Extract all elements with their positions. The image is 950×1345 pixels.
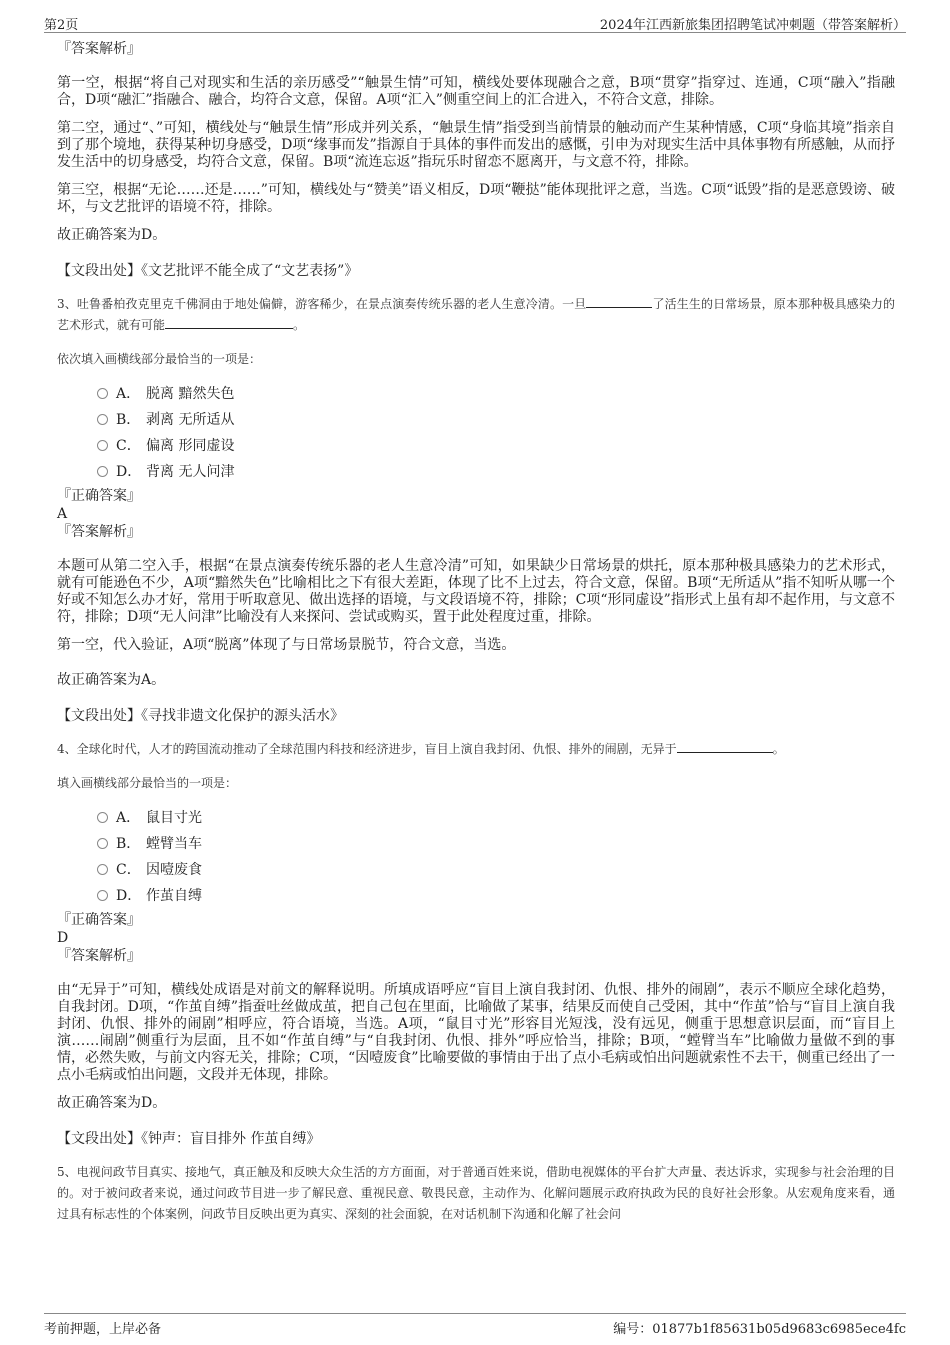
q4-answer: D — [57, 930, 69, 946]
q3-stem: 3、吐鲁番柏孜克里克千佛洞由于地处偏僻，游客稀少，在景点演奏传统乐器的老人生意冷清。一旦 了活生生的日常场景，原本那种极具感染力的艺术形式，就有可能 。 — [57, 297, 895, 332]
analysis-label: 『答案解析』 — [57, 41, 141, 57]
q3-analysis-p1: 本题可从第二空入手，根据“在景点演奏传统乐器的老人生意冷清”可知，如果缺少日常场景的烘托，原本那种极具感染力的艺术形式，就有可能逊色不少，A项“黯然失色”比喻相比之下有很大差距，体现了比不上过去，符合文意，保留。B项“无所适从”指不知听从哪一个好或不知怎么办才好，常用于听取意见、做出选择的语境，与文段语境不符，排除；C项“形同虚设”指形式上虽有却不起作用，与文意不符，排除；D项“无人问津”比喻没有人来探问、尝试或购买，置于此处程度过重，排除。 — [57, 558, 895, 625]
radio-icon[interactable] — [97, 440, 108, 451]
q3-option-c[interactable]: C． 偏离 形同虚设 — [97, 433, 895, 459]
q5-stem: 5、电视问政节目真实、接地气，真正触及和反映大众生活的方方面面，对于普通百姓来说，借助电视媒体的平台扩大声量、表达诉求，实现参与社会治理的目的。对于被问政者来说，通过问政节目进一步了解民意、重视民意、敬畏民意，主动作为、化解问题展示政府执政为民的良好社会形象。从宏观角度来看，通过具有标志性的个体案例，问政节目反映出更为真实、深刻的社会面貌，在对话机制下沟通和化解了社会问 — [57, 1165, 895, 1221]
page-footer — [44, 1313, 906, 1336]
q3-option-d[interactable]: D． 背离 无人问津 — [97, 459, 895, 485]
radio-icon[interactable] — [97, 414, 108, 425]
q4-conclusion: 故正确答案为D。 — [57, 1095, 167, 1111]
radio-icon[interactable] — [97, 466, 108, 477]
q4-options — [97, 805, 895, 909]
q4-analysis-p1: 由“无异于”可知，横线处成语是对前文的解释说明。所填成语呼应“盲目上演自我封闭、仇恨、排外的闹剧”，表示不顺应全球化趋势，自我封闭。D项，“作茧自缚”指蚕吐丝做成茧，把自己包在里面，比喻做了某事，结果反而使自己受困，其中“作茧”恰与“盲目上演自我封闭、仇恨、排外的闹剧”相呼应，符合语境，当选。A项，“鼠目寸光”形容目光短浅，没有远见，侧重于思想意识层面，而“盲目上演……闹剧”侧重行为层面，且不如“作茧自缚”与“自我封闭、仇恨、排外”呼应恰当，排除；B项，“螳臂当车”比喻做力量做不到的事情，必然失败，与前文内容无关，排除；C项，“因噎废食”比喻要做的事情由于出了点小毛病或怕出问题就索性不去干，侧重已经出了一点小毛病或怕出问题，文段并无体现，排除。 — [57, 982, 895, 1083]
analysis-label: 『答案解析』 — [57, 948, 141, 964]
page-content — [57, 40, 895, 1225]
q2-analysis-p1: 第一空，根据“将自己对现实和生活的亲历感受”“触景生情”可知，横线处要体现融合之意，B项“贯穿”指穿过、连通，C项“融入”指融合，D项“融汇”指融合、融合，均符合文意，保留。A项“汇入”侧重空间上的汇合进入，不符合文意，排除。 — [57, 75, 895, 108]
q2-source: 【文段出处】《文艺批评不能全成了“文艺表扬”》 — [57, 263, 359, 279]
q3-option-a[interactable]: A． 脱离 黯然失色 — [97, 381, 895, 407]
q4-prompt: 填入画横线部分最恰当的一项是： — [57, 776, 238, 790]
document-title: 2024年江西新旅集团招聘笔试冲刺题（带答案解析） — [599, 18, 906, 33]
q3-blank-2 — [165, 316, 293, 329]
page-header — [44, 12, 906, 33]
document-id: 编号：01877b1f85631b05d9683c6985ece4fc — [613, 1322, 906, 1337]
radio-icon[interactable] — [97, 864, 108, 875]
q4-stem: 4、全球化时代，人才的跨国流动推动了全球范围内科技和经济进步，盲目上演自我封闭、仇恨、排外的闹剧，无异于 。 — [57, 742, 785, 756]
q3-options — [97, 381, 895, 485]
q2-conclusion: 故正确答案为D。 — [57, 227, 167, 243]
q4-option-d[interactable]: D． 作茧自缚 — [97, 883, 895, 909]
q4-option-c[interactable]: C． 因噎废食 — [97, 857, 895, 883]
q4-option-a[interactable]: A． 鼠目寸光 — [97, 805, 895, 831]
q3-analysis-p2: 第一空，代入验证，A项“脱离”体现了与日常场景脱节，符合文意，当选。 — [57, 637, 516, 653]
q3-source: 【文段出处】《寻找非遗文化保护的源头活水》 — [57, 708, 344, 724]
q4-source: 【文段出处】《钟声：盲目排外 作茧自缚》 — [57, 1131, 321, 1147]
q4-blank — [677, 740, 773, 753]
footer-slogan: 考前押题，上岸必备 — [44, 1322, 162, 1337]
q2-analysis-p2: 第二空，通过“、”可知，横线处与“触景生情”形成并列关系，“触景生情”指受到当前情景的触动而产生某种情感，C项“身临其境”指亲自到了那个境地，获得某种切身感受，D项“缘事而发”指源自于具体的事件而发出的感慨，引申为对现实生活中具体事物有所感触，从而抒发生活中的切身感受，均符合文意，保留。B项“流连忘返”指玩乐时留恋不愿离开，与文意不符，排除。 — [57, 120, 895, 170]
q3-blank-1 — [586, 295, 652, 308]
q3-prompt: 依次填入画横线部分最恰当的一项是： — [57, 352, 262, 366]
q4-option-b[interactable]: B． 螳臂当车 — [97, 831, 895, 857]
q2-analysis-p3: 第三空，根据“无论……还是……”可知，横线处与“赞美”语义相反，D项“鞭挞”能体现批评之意，当选。C项“诋毁”指的是恶意毁谤、破坏，与文艺批评的语境不符，排除。 — [57, 182, 895, 215]
q3-answer: A — [57, 506, 68, 522]
q3-option-b[interactable]: B． 剥离 无所适从 — [97, 407, 895, 433]
q3-conclusion: 故正确答案为A。 — [57, 672, 166, 688]
correct-answer-label: 『正确答案』 — [57, 488, 141, 504]
page-number: 第2页 — [44, 18, 79, 33]
radio-icon[interactable] — [97, 838, 108, 849]
radio-icon[interactable] — [97, 388, 108, 399]
analysis-label: 『答案解析』 — [57, 524, 141, 540]
radio-icon[interactable] — [97, 812, 108, 823]
correct-answer-label: 『正确答案』 — [57, 912, 141, 928]
radio-icon[interactable] — [97, 890, 108, 901]
